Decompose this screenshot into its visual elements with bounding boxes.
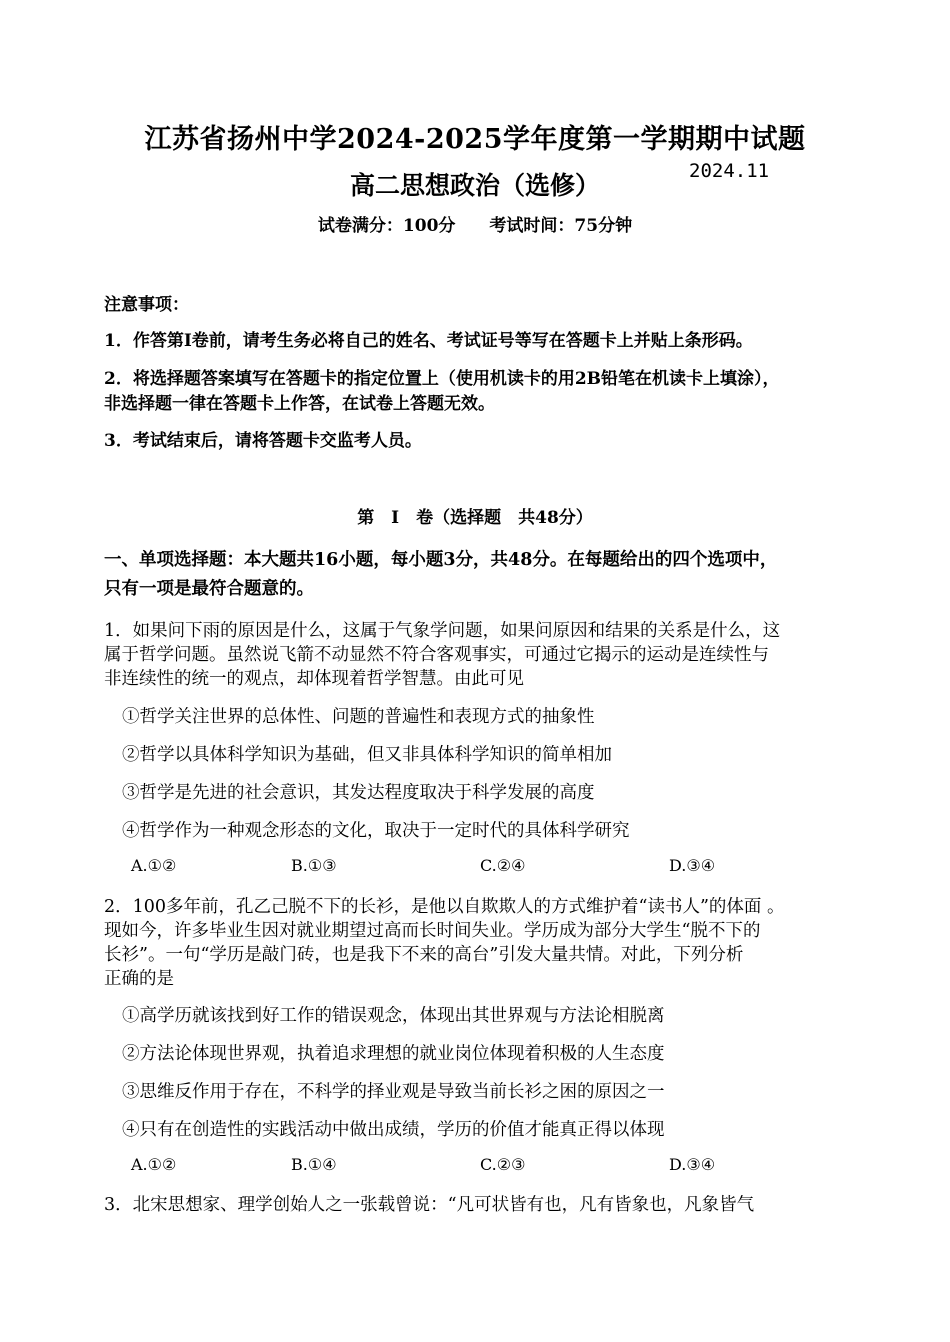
exam-subtitle: 高二思想政治（选修） [349, 171, 600, 200]
q2-stem-line-3: 长衫”。一句“学历是敲门砖，也是我下不来的高台”引发大量共情。对此，下列分析 [104, 945, 744, 965]
section-title: 第 Ⅰ 卷（选择题 共48分） [357, 508, 593, 528]
q3-stem-line-1: 3．北宋思想家、理学创始人之一张载曾说：“凡可状皆有也，凡有皆象也，凡象皆气 [104, 1195, 755, 1215]
q1-choice-a: A.①② [131, 856, 177, 875]
section-instruction-line-1: 一、单项选择题：本大题共16小题，每小题3分，共48分。在每题给出的四个选项中， [104, 550, 778, 570]
q2-option-4: ④只有在创造性的实践活动中做出成绩，学历的价值才能真正得以体现 [122, 1120, 665, 1140]
exam-meta [0, 211, 950, 236]
q2-choice-c: C.②③ [480, 1155, 526, 1174]
notice-item-2-cont: 非选择题一律在答题卡上作答，在试卷上答题无效。 [104, 394, 495, 414]
q2-stem-line-4: 正确的是 [104, 969, 174, 989]
notice-item-1: 1．作答第Ⅰ卷前，请考生务必将自己的姓名、考试证号等写在答题卡上并贴上条形码。 [104, 331, 753, 351]
exam-time: 考试时间：75分钟 [489, 216, 633, 236]
notice-heading: 注意事项： [104, 295, 189, 315]
q1-stem-line-1: 1．如果问下雨的原因是什么，这属于气象学问题，如果问原因和结果的关系是什么，这 [104, 621, 781, 641]
q2-stem-line-1: 2．100多年前，孔乙己脱不下的长衫，是他以自欺欺人的方式维护着“读书人”的体面 。 [104, 897, 785, 917]
exam-title: 江苏省扬州中学2024-2025学年度第一学期期中试题 [144, 124, 806, 155]
q1-option-1: ①哲学关注世界的总体性、问题的普遍性和表现方式的抽象性 [122, 707, 595, 727]
q2-option-2: ②方法论体现世界观，执着追求理想的就业岗位体现着积极的人生态度 [122, 1044, 665, 1064]
q2-choice-d: D.③④ [669, 1155, 716, 1174]
q1-option-3: ③哲学是先进的社会意识，其发达程度取决于科学发展的高度 [122, 783, 595, 803]
full-score: 试卷满分：100分 [317, 216, 456, 236]
notice-item-2: 2．将选择题答案填写在答题卡的指定位置上（使用机读卡的用2B铅笔在机读卡上填涂）， [104, 369, 780, 389]
section-instruction-line-2: 只有一项是最符合题意的。 [104, 579, 314, 599]
q2-stem-line-2: 现如今，许多毕业生因对就业期望过高而长时间失业。学历成为部分大学生“脱不下的 [104, 921, 761, 941]
q1-option-4: ④哲学作为一种观念形态的文化，取决于一定时代的具体科学研究 [122, 821, 630, 841]
q1-choice-d: D.③④ [669, 856, 716, 875]
q2-option-3: ③思维反作用于存在，不科学的择业观是导致当前长衫之困的原因之一 [122, 1082, 665, 1102]
exam-date: 2024.11 [689, 160, 770, 182]
q1-choice-b: B.①③ [291, 856, 337, 875]
q1-choice-c: C.②④ [480, 856, 526, 875]
q2-option-1: ①高学历就该找到好工作的错误观念，体现出其世界观与方法论相脱离 [122, 1006, 665, 1026]
q2-choice-a: A.①② [131, 1155, 177, 1174]
q1-option-2: ②哲学以具体科学知识为基础，但又非具体科学知识的简单相加 [122, 745, 612, 765]
notice-item-3: 3．考试结束后，请将答题卡交监考人员。 [104, 431, 422, 451]
q1-stem-line-2: 属于哲学问题。虽然说飞箭不动显然不符合客观事实，可通过它揭示的运动是连续性与 [104, 645, 769, 665]
q1-stem-line-3: 非连续性的统一的观点，却体现着哲学智慧。由此可见 [104, 669, 524, 689]
q2-choice-b: B.①④ [291, 1155, 337, 1174]
